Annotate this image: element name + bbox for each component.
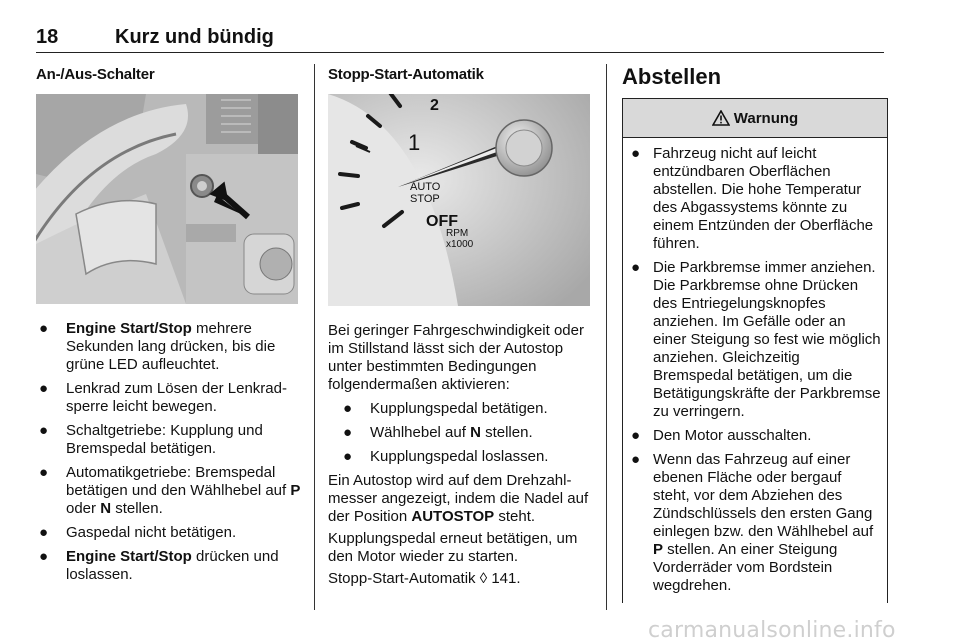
column-divider-1	[314, 64, 315, 610]
restart-instruction: Kupplungspedal erneut betätigen, um den Motor wieder zu starten.	[328, 530, 578, 565]
heading-stop-start: Stopp-Start-Automatik	[328, 66, 484, 83]
item-text: Fahrzeug nicht auf leicht entzündbaren Oberflächen abstellen. Die hohe Temperatur des Abgassystems könnte zu einem Entzünden der Oberfläche führen.	[653, 145, 874, 252]
button-name: Engine Start/Stop	[66, 548, 192, 565]
xref-page[interactable]: 141.	[487, 570, 521, 587]
list-item	[623, 451, 881, 595]
list-item	[623, 145, 881, 253]
item-text: Den Motor ausschalten.	[653, 427, 812, 444]
list-item	[623, 427, 881, 445]
list-item	[328, 424, 594, 442]
bullet: ●	[631, 427, 641, 444]
running-title: Kurz und bündig	[115, 26, 274, 48]
list-item	[36, 422, 302, 458]
watermark: carmanualsonline.info	[648, 618, 896, 643]
heading-parking: Abstellen	[622, 64, 722, 89]
bullet: ●	[39, 422, 49, 439]
gear-n: N	[470, 424, 481, 441]
item-text: drücken und loslassen.	[66, 548, 279, 583]
bullet: ●	[39, 380, 49, 397]
item-text: oder	[66, 500, 101, 517]
page-number: 18	[36, 26, 59, 48]
list-item	[36, 524, 302, 542]
warning-title: Warnung	[733, 109, 799, 127]
warning-header	[623, 99, 887, 138]
list-item	[36, 320, 302, 374]
gauge-label-stop: STOP	[410, 193, 440, 205]
list-item	[623, 259, 881, 421]
item-text: Wenn das Fahrzeug auf einer ebenen Fläche oder bergauf steht, vor dem Abziehen des Zündschlüssels den ersten Gang einlegen bzw. den Wählhebel auf	[653, 451, 874, 540]
bullet: ●	[343, 424, 353, 441]
column-divider-2	[606, 64, 607, 610]
para-text: Ein Autostop wird auf dem Drehzahlmesser angezeigt, indem die Nadel auf der Position	[328, 472, 589, 525]
bullet: ●	[631, 451, 641, 468]
gear-n: N	[100, 500, 112, 517]
item-text: mehrere Sekunden lang drücken, bis die grüne LED aufleuchtet.	[66, 320, 276, 373]
button-name: Engine Start/Stop	[66, 320, 192, 337]
heading-on-off-switch: An-/Aus-Schalter	[36, 66, 155, 83]
bullet: ●	[39, 524, 49, 541]
bullet: ●	[343, 400, 353, 417]
bullet: ●	[39, 548, 49, 565]
bullet: ●	[631, 259, 641, 276]
header-rule	[36, 52, 884, 53]
xref-text[interactable]: Stopp-Start-Automatik	[328, 570, 480, 587]
autostop-term: AUTOSTOP	[411, 508, 495, 525]
list-item	[36, 548, 302, 584]
warning-box	[622, 98, 888, 603]
bullet: ●	[631, 145, 641, 162]
gauge-label-x1000: x1000	[446, 239, 474, 250]
list-autostop-steps	[328, 400, 594, 472]
gauge-tick-1: 1	[408, 130, 421, 155]
page-header	[36, 26, 884, 50]
figure-tachometer	[328, 94, 590, 306]
item-text: Kupplungspedal betätigen.	[370, 400, 548, 417]
gauge-label-rpm: RPM	[446, 228, 469, 239]
gauge-tick-2: 2	[430, 97, 439, 114]
item-text: Lenkrad zum Lösen der Lenkradsperre leicht bewegen.	[66, 380, 287, 415]
para-text: steht.	[494, 508, 536, 525]
item-text: stellen.	[480, 424, 533, 441]
list-item	[328, 448, 594, 466]
gauge-label-auto: AUTO	[410, 181, 441, 193]
bullet: ●	[343, 448, 353, 465]
xref-arrow-icon[interactable]: ◊	[479, 570, 488, 587]
figure-steering-wheel	[36, 94, 298, 304]
warning-triangle-icon	[712, 110, 730, 126]
list-item	[328, 400, 594, 418]
gauge-label-off: OFF	[426, 213, 458, 230]
cross-reference[interactable]	[328, 570, 594, 588]
stop-start-intro: Bei geringer Fahrgeschwindigkeit oder im Stillstand lässt sich der Autostop unter bestimmten Bedingungen folgendermaßen aktivieren:	[328, 322, 584, 393]
bullet: ●	[39, 320, 49, 337]
gear-p: P	[290, 482, 301, 499]
item-text: Die Parkbremse immer anziehen. Die Parkbremse ohne Drücken des Entriegelungsknopfes anziehen. Im Gefälle oder an einer Steigung so fest wie möglich anziehen. Gleichzeitig Bremspedal betätigen, um die Betätigungskräfte der Parkbremse zu verringern.	[653, 259, 881, 420]
item-text: Schaltgetriebe: Kupplung und Bremspedal betätigen.	[66, 422, 263, 457]
gear-p: P	[653, 541, 664, 558]
item-text: stellen. An einer Steigung Vorderräder vom Bordstein wegdrehen.	[653, 541, 838, 594]
list-item	[36, 464, 302, 518]
bullet: ●	[39, 464, 49, 481]
item-text: Wählhebel auf	[370, 424, 471, 441]
warning-list	[623, 145, 881, 601]
autostop-indication	[328, 472, 594, 526]
list-start-procedure	[36, 320, 302, 590]
item-text: Automatikgetriebe: Bremspedal betätigen und den Wählhebel auf	[66, 464, 291, 499]
list-item	[36, 380, 302, 416]
item-text: stellen.	[111, 500, 163, 517]
item-text: Kupplungspedal loslassen.	[370, 448, 549, 465]
item-text: Gaspedal nicht betätigen.	[66, 524, 237, 541]
